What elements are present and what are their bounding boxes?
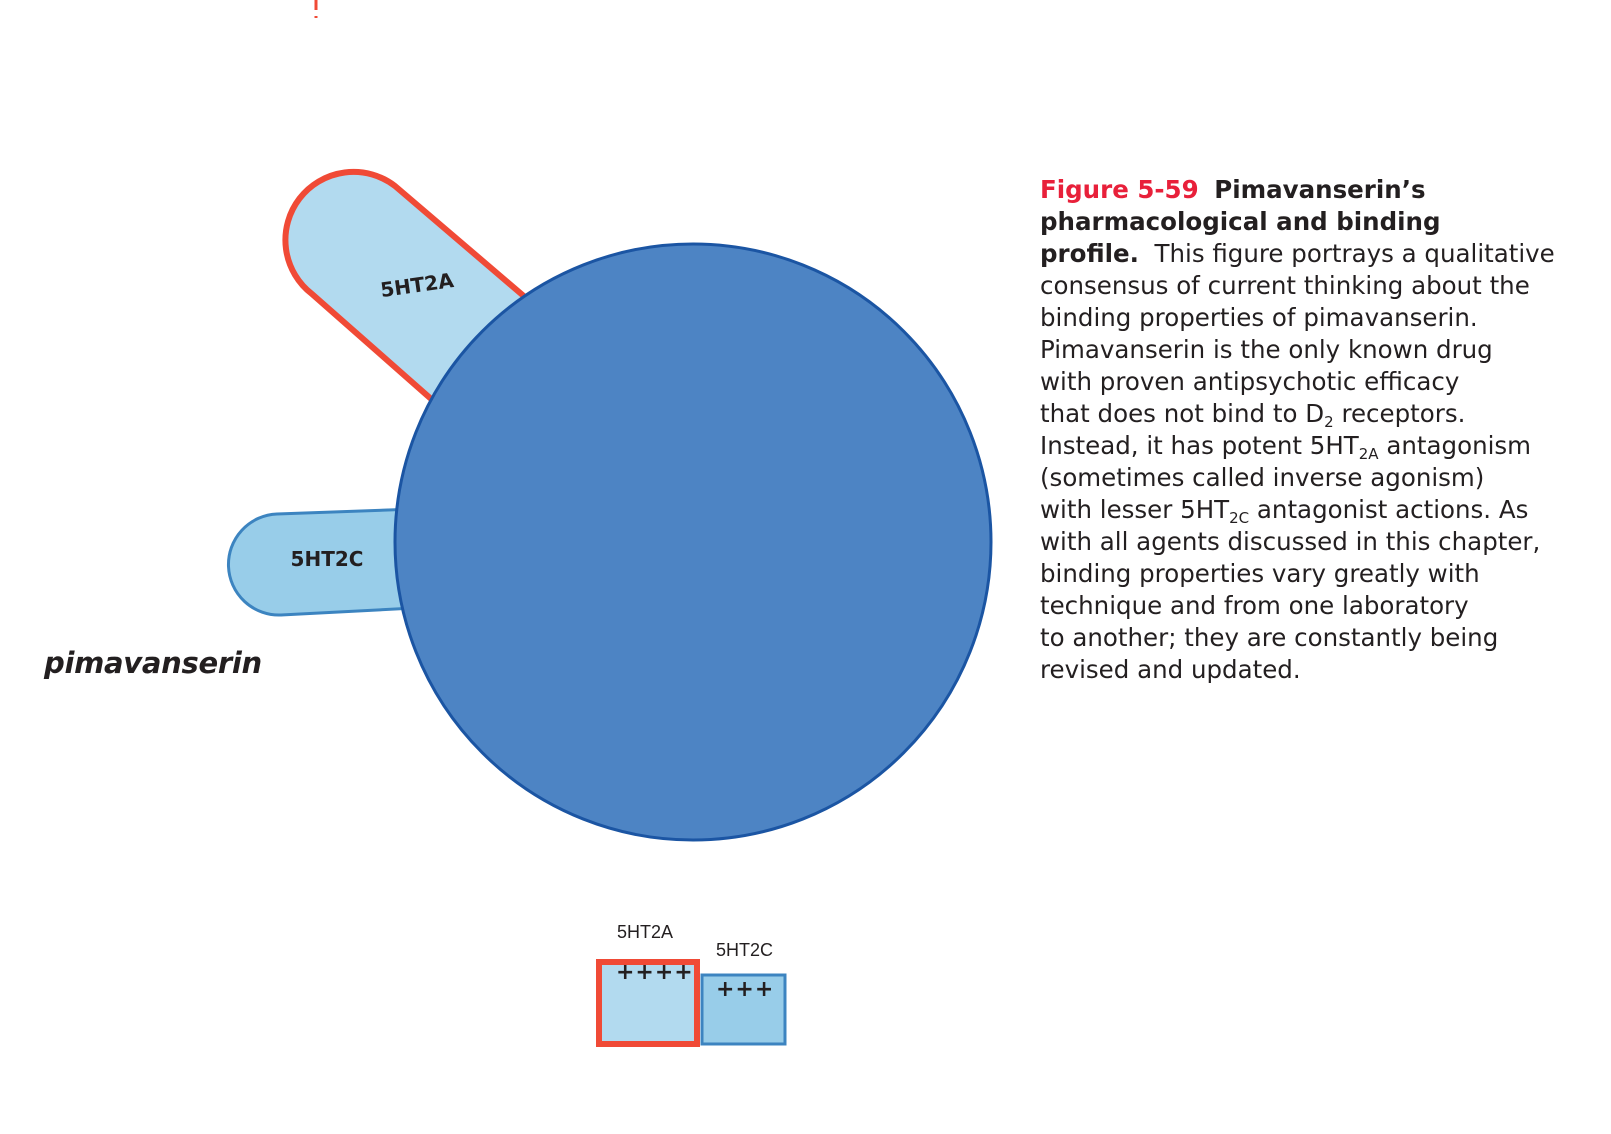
- tab-label-5ht2a: 5HT2A: [378, 268, 456, 303]
- caption-text: with lesser 5HT: [1040, 495, 1230, 524]
- tab-label-5ht2c: 5HT2C: [290, 547, 364, 571]
- caption-text: technique and from one laboratory: [1040, 591, 1469, 620]
- caption-text: that does not bind to D: [1040, 399, 1325, 428]
- figure-title-line-2: pharmacological and binding: [1040, 207, 1441, 236]
- caption-text: to another; they are constantly being: [1040, 623, 1499, 652]
- strength-value-5ht2c: +++: [716, 977, 775, 1002]
- caption-text: antagonism: [1378, 431, 1532, 460]
- caption-text: Instead, it has potent 5HT: [1040, 431, 1359, 460]
- strength-box-label-5ht2c: 5HT2C: [716, 940, 774, 960]
- figure-title-line-3: profile.: [1040, 239, 1139, 268]
- caption-text: (sometimes called inverse agonism): [1040, 463, 1485, 492]
- caption-text: Pimavanserin is the only known drug: [1040, 335, 1493, 364]
- caption-subscript: 2A: [1358, 445, 1379, 463]
- figure-title-line-1: Pimavanserin’s: [1214, 175, 1426, 204]
- caption-text: binding properties vary greatly with: [1040, 559, 1480, 588]
- caption-text: with proven antipsychotic efficacy: [1040, 367, 1460, 396]
- caption-text: binding properties of pimavanserin.: [1040, 303, 1478, 332]
- receptor-tab-5ht2c: [228, 509, 415, 615]
- caption-text: with all agents discussed in this chapter,: [1040, 527, 1541, 556]
- caption-text: consensus of current thinking about the: [1040, 271, 1530, 300]
- caption-subscript: 2: [1324, 413, 1334, 431]
- caption-text: receptors.: [1333, 399, 1466, 428]
- caption-subscript: 2C: [1229, 509, 1250, 527]
- caption-text: This figure portrays a qualitative: [1154, 239, 1555, 268]
- caption-text: revised and updated.: [1040, 655, 1301, 684]
- strength-box-label-5ht2a: 5HT2A: [617, 922, 674, 942]
- drug-body-circle: [395, 244, 991, 840]
- strength-value-5ht2a: ++++: [616, 960, 694, 985]
- drug-name-label: pimavanserin: [44, 646, 262, 680]
- caption-text: antagonist actions. As: [1249, 495, 1529, 524]
- figure-caption: [1040, 174, 1585, 686]
- figure-number: Figure 5-59: [1040, 175, 1199, 204]
